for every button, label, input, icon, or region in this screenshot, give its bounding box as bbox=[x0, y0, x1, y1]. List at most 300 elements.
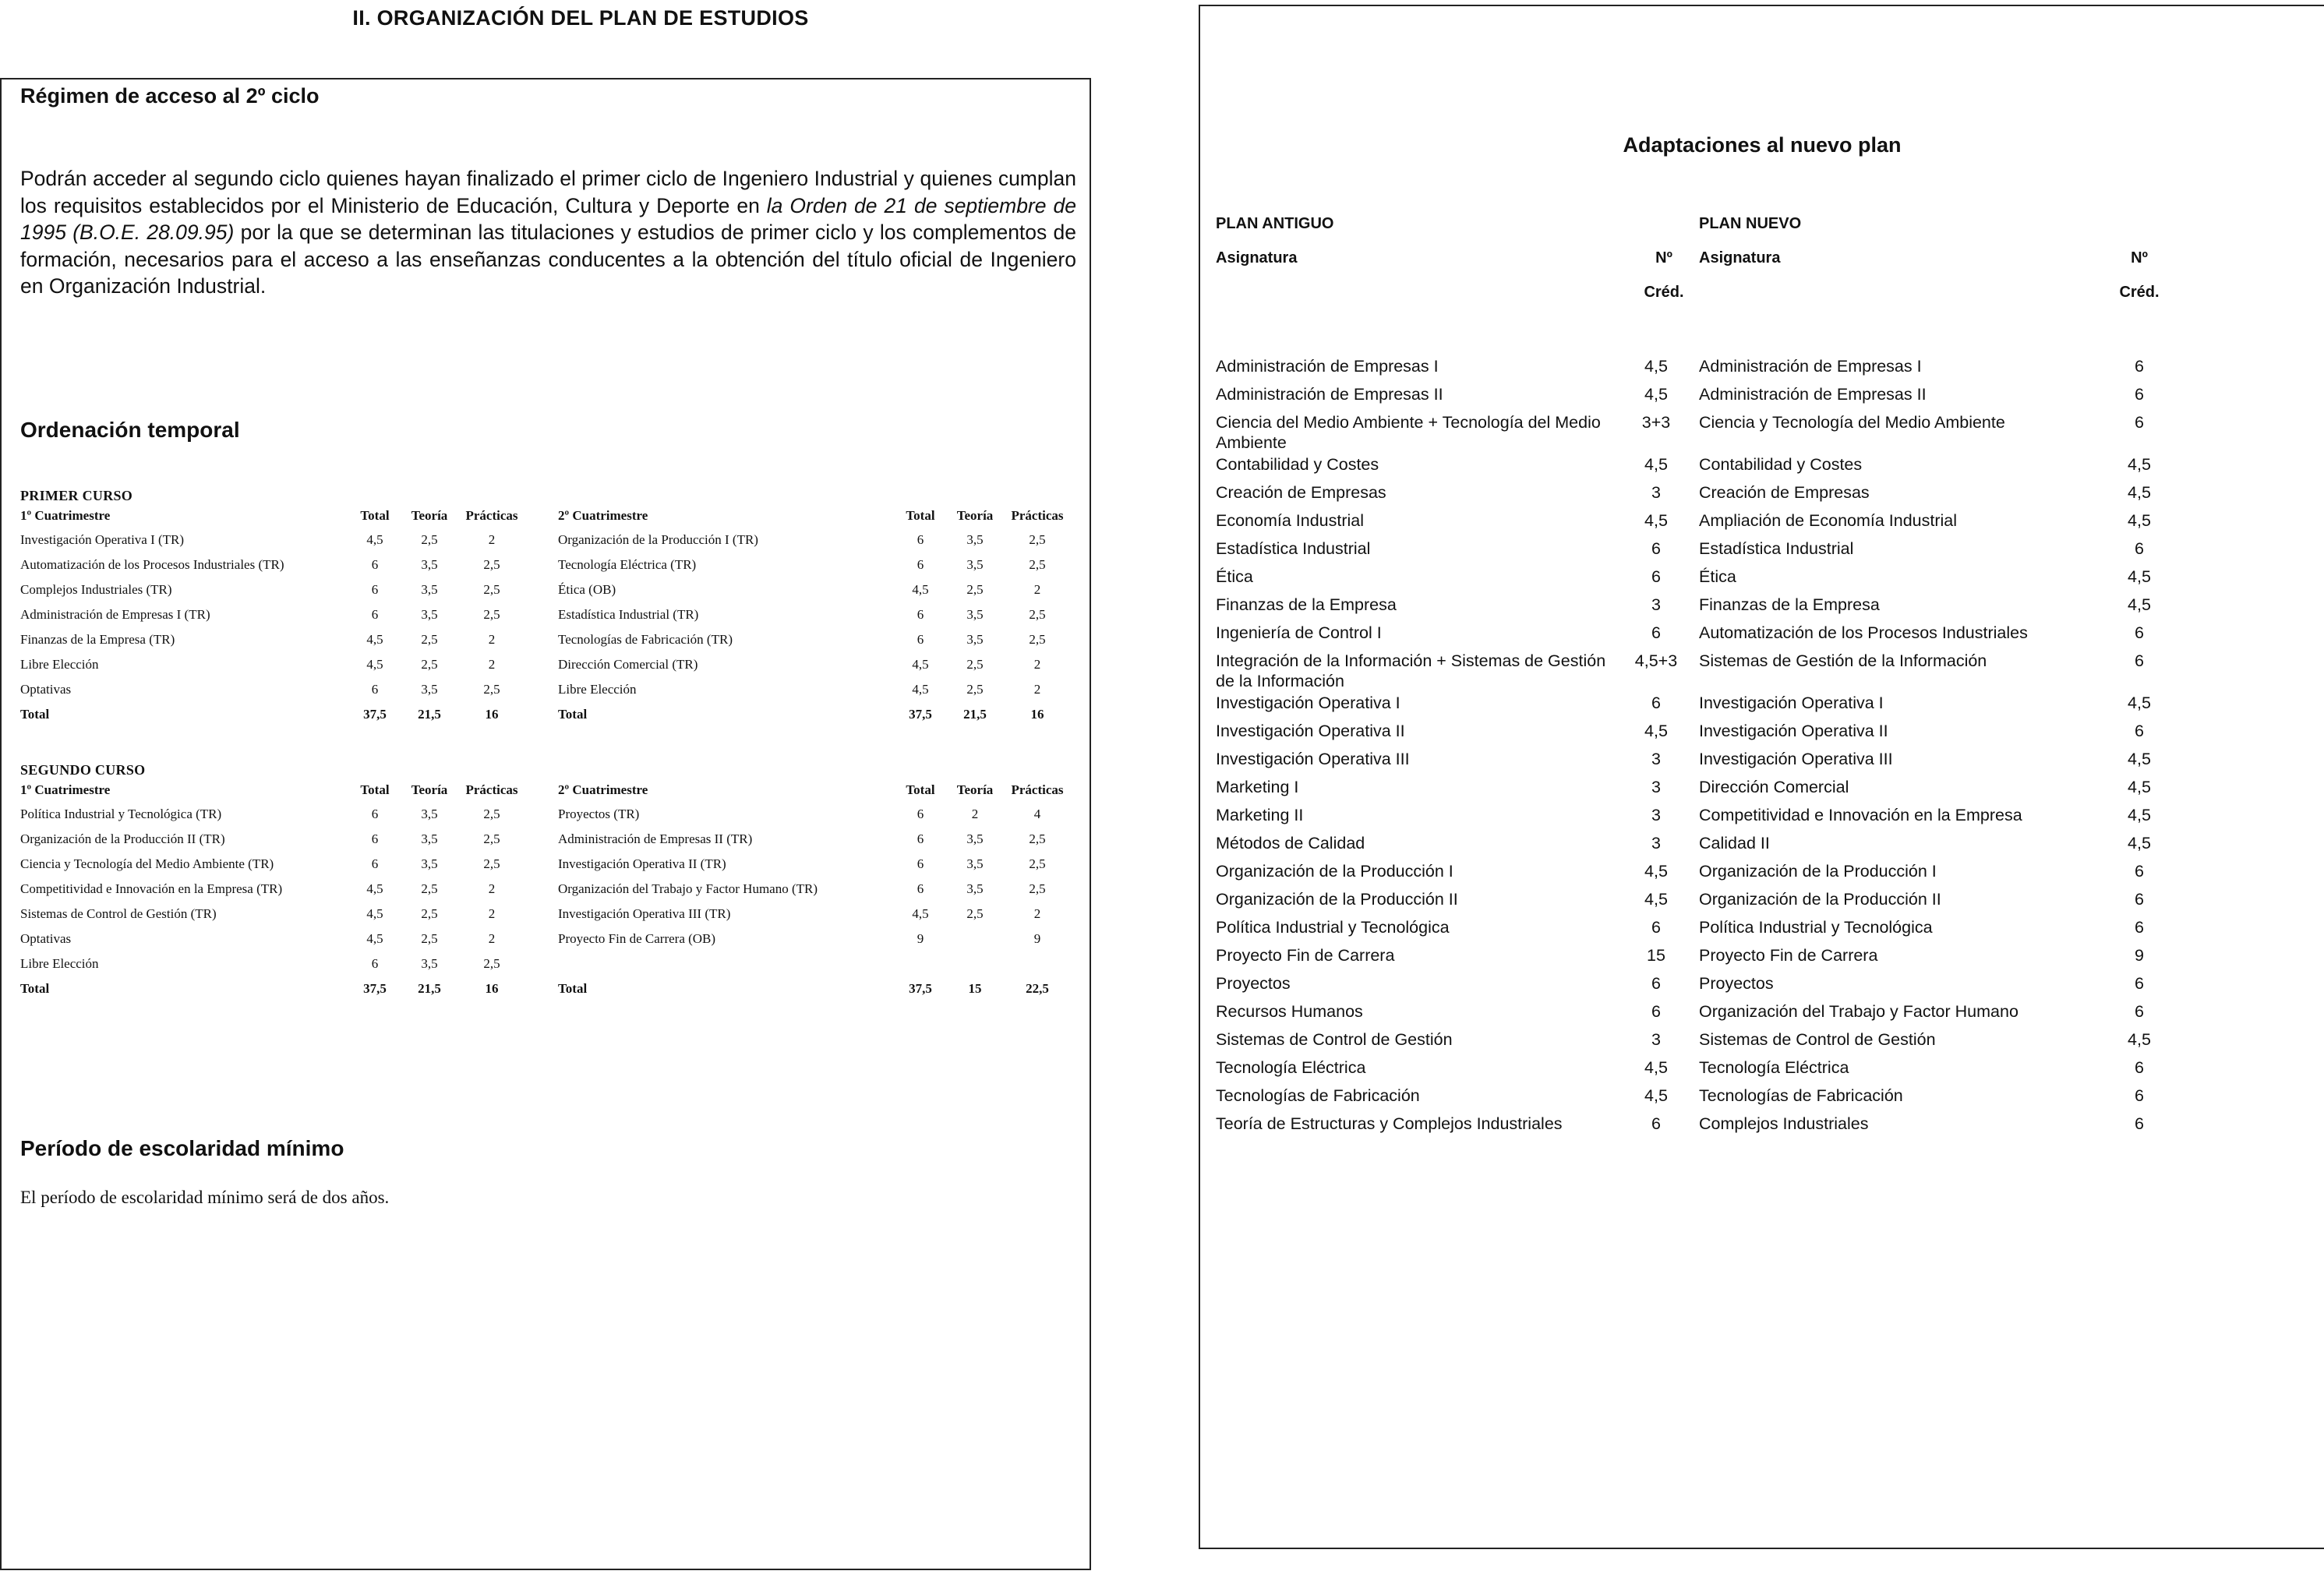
old-credits: 4,5 bbox=[1644, 862, 1668, 881]
old-credits: 6 bbox=[1651, 918, 1661, 937]
adaptation-row bbox=[1216, 1114, 2174, 1156]
subject-practicas: 2,5 bbox=[1029, 557, 1046, 572]
old-subject: Administración de Empresas II bbox=[1216, 385, 1443, 404]
semester-label: 1º Cuatrimestre bbox=[20, 782, 111, 797]
old-subject: Ingeniería de Control I bbox=[1216, 623, 1382, 642]
subject-teoria: 2,5 bbox=[966, 682, 984, 697]
subject-total: 4,5 bbox=[912, 682, 929, 697]
adaptation-row bbox=[1216, 651, 2174, 693]
old-credits: 6 bbox=[1651, 1114, 1661, 1133]
new-credits: 9 bbox=[2135, 946, 2144, 965]
new-subject: Sistemas de Control de Gestión bbox=[1699, 1030, 1936, 1049]
col-practicas-header: Prácticas bbox=[1011, 508, 1064, 523]
old-credits: 4,5 bbox=[1644, 1086, 1668, 1105]
adaptation-row bbox=[1216, 356, 2174, 384]
old-credits: 3 bbox=[1651, 806, 1661, 824]
old-subject: Investigación Operativa III bbox=[1216, 750, 1410, 768]
new-subject: Sistemas de Gestión de la Información bbox=[1699, 651, 1987, 670]
left-page-frame bbox=[0, 78, 1091, 1570]
subject-total: 4,5 bbox=[366, 632, 383, 647]
adaptation-row bbox=[1216, 833, 2174, 861]
new-credits: 6 bbox=[2135, 1114, 2144, 1133]
subject-total: 4,5 bbox=[366, 881, 383, 896]
new-credits: 6 bbox=[2135, 1086, 2144, 1105]
adaptation-row bbox=[1216, 1029, 2174, 1057]
subject-name: Organización de la Producción I (TR) bbox=[558, 532, 758, 547]
ordenacion-heading: Ordenación temporal bbox=[20, 418, 240, 442]
old-subject: Sistemas de Control de Gestión bbox=[1216, 1030, 1453, 1049]
old-credits: 6 bbox=[1651, 974, 1661, 993]
subject-total: 4,5 bbox=[912, 906, 929, 921]
col-total-header: Total bbox=[906, 508, 935, 523]
subject-teoria: 3,5 bbox=[966, 607, 984, 622]
col-total-header: Total bbox=[360, 782, 390, 797]
new-credits: 4,5 bbox=[2128, 483, 2151, 502]
subject-teoria: 3,5 bbox=[966, 557, 984, 572]
old-subject: Administración de Empresas I bbox=[1216, 357, 1439, 376]
old-subject: Investigación Operativa I bbox=[1216, 694, 1400, 712]
new-subject: Calidad II bbox=[1699, 834, 1770, 853]
new-subject: Ética bbox=[1699, 567, 1736, 586]
subject-teoria: 3,5 bbox=[966, 881, 984, 896]
adaptations-table bbox=[1216, 356, 2174, 1156]
subject-name: Optativas bbox=[20, 682, 72, 697]
subject-teoria: 2,5 bbox=[421, 931, 438, 946]
subject-teoria: 3,5 bbox=[421, 956, 438, 971]
new-credits: 6 bbox=[2135, 413, 2144, 432]
adaptation-row bbox=[1216, 454, 2174, 482]
semester-label: 1º Cuatrimestre bbox=[20, 508, 111, 523]
old-subject: Creación de Empresas bbox=[1216, 483, 1386, 502]
subject-practicas: 2 bbox=[1033, 657, 1041, 672]
new-subject: Automatización de los Procesos Industriales bbox=[1699, 623, 2028, 642]
subject-practicas: 4 bbox=[1033, 807, 1041, 821]
semester-label: 2º Cuatrimestre bbox=[558, 508, 648, 523]
subject-practicas: 16 bbox=[485, 981, 499, 996]
old-subject: Tecnologías de Fabricación bbox=[1216, 1086, 1420, 1105]
old-subject: Organización de la Producción II bbox=[1216, 890, 1458, 909]
new-credits: 4,5 bbox=[2128, 806, 2151, 824]
new-subject: Ampliación de Economía Industrial bbox=[1699, 511, 1958, 530]
old-number-header: Nº bbox=[1655, 249, 1672, 267]
new-credits: 6 bbox=[2135, 918, 2144, 937]
subject-practicas: 2,5 bbox=[483, 557, 500, 572]
subject-total: 4,5 bbox=[912, 657, 929, 672]
old-credits: 6 bbox=[1651, 694, 1661, 712]
subject-name: Ciencia y Tecnología del Medio Ambiente (TR) bbox=[20, 856, 274, 871]
adaptation-row bbox=[1216, 384, 2174, 412]
old-subject: Ética bbox=[1216, 567, 1253, 586]
new-subject: Proyectos bbox=[1699, 974, 1774, 993]
subject-practicas: 2,5 bbox=[483, 607, 500, 622]
access-heading: Régimen de acceso al 2º ciclo bbox=[20, 84, 320, 108]
subject-practicas: 9 bbox=[1033, 931, 1041, 946]
adaptation-row bbox=[1216, 1085, 2174, 1114]
subject-practicas: 22,5 bbox=[1026, 981, 1049, 996]
subject-teoria: 3,5 bbox=[421, 607, 438, 622]
subject-teoria: 21,5 bbox=[418, 707, 441, 722]
subject-teoria: 2,5 bbox=[421, 657, 438, 672]
adaptation-row bbox=[1216, 412, 2174, 454]
adaptation-row bbox=[1216, 945, 2174, 973]
first-year-table bbox=[20, 488, 1080, 727]
subject-teoria: 3,5 bbox=[421, 557, 438, 572]
new-number-header: Nº bbox=[2131, 249, 2148, 267]
old-credits: 6 bbox=[1651, 1002, 1661, 1021]
col-teoria-header: Teoría bbox=[411, 782, 448, 797]
col-practicas-header: Prácticas bbox=[465, 782, 518, 797]
new-credits: 4,5 bbox=[2128, 455, 2151, 474]
adaptation-row bbox=[1216, 889, 2174, 917]
subject-total: 6 bbox=[371, 831, 379, 846]
subject-name: Ética (OB) bbox=[558, 582, 616, 597]
old-subject: Organización de la Producción I bbox=[1216, 862, 1453, 881]
subject-total: 6 bbox=[371, 582, 379, 597]
new-subject: Organización de la Producción II bbox=[1699, 890, 1941, 909]
subject-teoria: 3,5 bbox=[966, 532, 984, 547]
old-credits-header: Créd. bbox=[1644, 284, 1684, 301]
new-credits: 6 bbox=[2135, 862, 2144, 881]
old-plan-heading: PLAN ANTIGUO bbox=[1216, 215, 1334, 232]
new-subject-header: Asignatura bbox=[1699, 249, 1781, 267]
new-subject: Organización de la Producción I bbox=[1699, 862, 1937, 881]
subject-total: 6 bbox=[917, 632, 924, 647]
subject-practicas: 16 bbox=[1030, 707, 1044, 722]
subject-teoria: 3,5 bbox=[966, 856, 984, 871]
subject-practicas: 2 bbox=[488, 657, 496, 672]
subject-practicas: 2,5 bbox=[483, 807, 500, 821]
subject-name: Dirección Comercial (TR) bbox=[558, 657, 698, 672]
subject-teoria: 2,5 bbox=[966, 906, 984, 921]
subject-name: Finanzas de la Empresa (TR) bbox=[20, 632, 175, 647]
period-heading: Período de escolaridad mínimo bbox=[20, 1136, 344, 1160]
access-paragraph bbox=[20, 165, 1076, 300]
old-subject: Teoría de Estructuras y Complejos Industriales bbox=[1216, 1114, 1563, 1133]
old-credits: 4,5 bbox=[1644, 511, 1668, 530]
old-credits: 4,5 bbox=[1644, 357, 1668, 376]
subject-name bbox=[558, 951, 893, 976]
adaptation-row bbox=[1216, 482, 2174, 510]
col-teoria-header: Teoría bbox=[956, 508, 994, 523]
old-credits: 3 bbox=[1651, 834, 1661, 853]
col-total-header: Total bbox=[906, 782, 935, 797]
new-credits: 6 bbox=[2135, 974, 2144, 993]
subject-name: Libre Elección bbox=[558, 682, 637, 697]
old-credits: 4,5 bbox=[1644, 722, 1668, 740]
subject-total: 4,5 bbox=[912, 582, 929, 597]
new-subject: Creación de Empresas bbox=[1699, 483, 1870, 502]
subject-practicas: 2,5 bbox=[483, 682, 500, 697]
old-credits: 15 bbox=[1647, 946, 1665, 965]
subject-name: Investigación Operativa I (TR) bbox=[20, 532, 185, 547]
new-credits: 6 bbox=[2135, 1002, 2144, 1021]
subject-name: Investigación Operativa III (TR) bbox=[558, 906, 731, 921]
old-credits: 3 bbox=[1651, 750, 1661, 768]
subject-name: Tecnología Eléctrica (TR) bbox=[558, 557, 697, 572]
course-title: SEGUNDO CURSO bbox=[20, 762, 146, 778]
adaptation-row bbox=[1216, 567, 2174, 595]
new-subject: Ciencia y Tecnología del Medio Ambiente bbox=[1699, 413, 2005, 432]
col-total-header: Total bbox=[360, 508, 390, 523]
subject-practicas: 2,5 bbox=[1029, 881, 1046, 896]
old-subject: Estadística Industrial bbox=[1216, 539, 1371, 558]
subject-practicas: 2 bbox=[488, 632, 496, 647]
subject-total: 37,5 bbox=[909, 707, 932, 722]
course-semesters bbox=[20, 504, 1080, 727]
subject-name: Administración de Empresas II (TR) bbox=[558, 831, 753, 846]
subject-total: 9 bbox=[917, 931, 924, 946]
new-plan-heading: PLAN NUEVO bbox=[1699, 215, 1802, 232]
subject-name: Total bbox=[20, 707, 50, 722]
new-subject: Investigación Operativa III bbox=[1699, 750, 1893, 768]
semester-2-grid bbox=[558, 504, 1072, 727]
subject-practicas: 2,5 bbox=[483, 582, 500, 597]
subject-practicas bbox=[1002, 951, 1072, 976]
new-subject: Finanzas de la Empresa bbox=[1699, 595, 1880, 614]
old-credits: 3 bbox=[1651, 483, 1661, 502]
subject-total: 4,5 bbox=[366, 931, 383, 946]
subject-teoria: 2,5 bbox=[966, 657, 984, 672]
old-credits: 3 bbox=[1651, 1030, 1661, 1049]
adaptation-row bbox=[1216, 861, 2174, 889]
subject-practicas: 2 bbox=[1033, 582, 1041, 597]
subject-teoria: 3,5 bbox=[421, 582, 438, 597]
subject-practicas: 2 bbox=[1033, 906, 1041, 921]
subject-total: 37,5 bbox=[363, 707, 387, 722]
old-subject: Economía Industrial bbox=[1216, 511, 1365, 530]
subject-practicas: 2 bbox=[488, 532, 496, 547]
subject-practicas: 2 bbox=[488, 881, 496, 896]
subject-total: 6 bbox=[371, 557, 379, 572]
subject-name: Proyecto Fin de Carrera (OB) bbox=[558, 931, 716, 946]
new-credits: 4,5 bbox=[2128, 694, 2151, 712]
subject-practicas: 2 bbox=[488, 906, 496, 921]
new-credits: 4,5 bbox=[2128, 834, 2151, 853]
new-subject: Complejos Industriales bbox=[1699, 1114, 1869, 1133]
new-subject: Proyecto Fin de Carrera bbox=[1699, 946, 1878, 965]
adaptation-row bbox=[1216, 749, 2174, 777]
subject-name: Optativas bbox=[20, 931, 72, 946]
subject-total: 4,5 bbox=[366, 906, 383, 921]
new-subject: Investigación Operativa I bbox=[1699, 694, 1884, 712]
old-subject: Marketing I bbox=[1216, 778, 1299, 796]
col-teoria-header: Teoría bbox=[956, 782, 994, 797]
new-credits: 4,5 bbox=[2128, 595, 2151, 614]
subject-total bbox=[893, 951, 948, 976]
adaptation-row bbox=[1216, 623, 2174, 651]
new-subject: Tecnología Eléctrica bbox=[1699, 1058, 1849, 1077]
subject-total: 6 bbox=[371, 956, 379, 971]
old-subject-header: Asignatura bbox=[1216, 249, 1298, 267]
new-credits: 4,5 bbox=[2128, 778, 2151, 796]
adaptation-row bbox=[1216, 1057, 2174, 1085]
old-credits: 4,5 bbox=[1644, 890, 1668, 909]
subject-teoria: 3,5 bbox=[966, 831, 984, 846]
new-credits: 6 bbox=[2135, 623, 2144, 642]
adaptation-row bbox=[1216, 693, 2174, 721]
subject-total: 37,5 bbox=[909, 981, 932, 996]
new-credits: 6 bbox=[2135, 1058, 2144, 1077]
old-credits: 6 bbox=[1651, 623, 1661, 642]
subject-total: 4,5 bbox=[366, 657, 383, 672]
subject-total: 6 bbox=[371, 856, 379, 871]
subject-teoria: 15 bbox=[968, 981, 982, 996]
old-credits: 4,5+3 bbox=[1634, 651, 1678, 670]
subject-name: Libre Elección bbox=[20, 956, 99, 971]
subject-total: 6 bbox=[371, 807, 379, 821]
old-subject: Proyecto Fin de Carrera bbox=[1216, 946, 1395, 965]
subject-total: 6 bbox=[917, 831, 924, 846]
subject-teoria: 2 bbox=[971, 807, 979, 821]
subject-practicas: 2,5 bbox=[1029, 532, 1046, 547]
semester-1-grid bbox=[20, 778, 527, 1001]
new-credits: 6 bbox=[2135, 722, 2144, 740]
new-subject: Organización del Trabajo y Factor Humano bbox=[1699, 1002, 2018, 1021]
new-subject: Competitividad e Innovación en la Empresa bbox=[1699, 806, 2022, 824]
subject-total: 6 bbox=[917, 607, 924, 622]
new-credits: 4,5 bbox=[2128, 1030, 2151, 1049]
adaptations-title: Adaptaciones al nuevo plan bbox=[1623, 133, 1902, 157]
new-credits-header: Créd. bbox=[2119, 284, 2160, 301]
second-year-table bbox=[20, 762, 1080, 1001]
subject-name: Tecnologías de Fabricación (TR) bbox=[558, 632, 733, 647]
subject-practicas: 2,5 bbox=[1029, 856, 1046, 871]
subject-name: Estadística Industrial (TR) bbox=[558, 607, 699, 622]
subject-name: Automatización de los Procesos Industriales (TR) bbox=[20, 557, 284, 572]
old-credits: 4,5 bbox=[1644, 1058, 1668, 1077]
subject-teoria: 2,5 bbox=[421, 632, 438, 647]
subject-teoria: 21,5 bbox=[963, 707, 987, 722]
new-subject: Administración de Empresas II bbox=[1699, 385, 1927, 404]
subject-total: 4,5 bbox=[366, 532, 383, 547]
semester-1-grid bbox=[20, 504, 527, 727]
access-text-part-2: por la que se determinan las titulaciones y estudios de primer ciclo y los complementos de formación, necesarios para el acceso a las enseñanzas conducentes a la obtención del título oficial de Ingeniero en Organización Industrial. bbox=[20, 221, 1077, 298]
old-subject: Investigación Operativa II bbox=[1216, 722, 1405, 740]
subject-total: 6 bbox=[371, 682, 379, 697]
course-title: PRIMER CURSO bbox=[20, 488, 133, 503]
col-practicas-header: Prácticas bbox=[1011, 782, 1064, 797]
subject-name: Investigación Operativa II (TR) bbox=[558, 856, 726, 871]
old-credits: 4,5 bbox=[1644, 455, 1668, 474]
new-credits: 6 bbox=[2135, 539, 2144, 558]
old-subject: Métodos de Calidad bbox=[1216, 834, 1365, 853]
subject-name: Total bbox=[558, 981, 588, 996]
adaptation-row bbox=[1216, 510, 2174, 538]
new-subject: Dirección Comercial bbox=[1699, 778, 1849, 796]
subject-total: 6 bbox=[917, 807, 924, 821]
old-credits: 3 bbox=[1651, 778, 1661, 796]
page-title: II. ORGANIZACIÓN DEL PLAN DE ESTUDIOS bbox=[352, 6, 809, 30]
subject-name: Política Industrial y Tecnológica (TR) bbox=[20, 807, 222, 821]
subject-name: Proyectos (TR) bbox=[558, 807, 640, 821]
right-page-frame bbox=[1199, 5, 2324, 1549]
subject-name: Total bbox=[558, 707, 588, 722]
new-subject: Administración de Empresas I bbox=[1699, 357, 1922, 376]
new-credits: 6 bbox=[2135, 890, 2144, 909]
new-subject: Estadística Industrial bbox=[1699, 539, 1854, 558]
old-subject: Contabilidad y Costes bbox=[1216, 455, 1379, 474]
old-credits: 3 bbox=[1651, 595, 1661, 614]
subject-total: 6 bbox=[371, 607, 379, 622]
subject-teoria bbox=[948, 951, 1002, 976]
old-credits: 4,5 bbox=[1644, 385, 1668, 404]
adaptation-row bbox=[1216, 805, 2174, 833]
subject-name: Total bbox=[20, 981, 50, 996]
subject-total: 6 bbox=[917, 557, 924, 572]
old-subject: Proyectos bbox=[1216, 974, 1291, 993]
adaptation-row bbox=[1216, 595, 2174, 623]
access-text-reference: la Orden de 21 de septiembre de 1995 (B.O.E. 28.09.95) bbox=[20, 193, 1076, 244]
subject-practicas: 2,5 bbox=[1029, 831, 1046, 846]
subject-teoria bbox=[948, 927, 1002, 951]
subject-practicas: 2,5 bbox=[1029, 632, 1046, 647]
subject-teoria: 3,5 bbox=[421, 807, 438, 821]
subject-name: Libre Elección bbox=[20, 657, 99, 672]
subject-teoria: 3,5 bbox=[421, 831, 438, 846]
old-credits: 6 bbox=[1651, 567, 1661, 586]
new-subject: Política Industrial y Tecnológica bbox=[1699, 918, 1933, 937]
subject-practicas: 2,5 bbox=[483, 856, 500, 871]
adaptation-row bbox=[1216, 538, 2174, 567]
new-subject: Tecnologías de Fabricación bbox=[1699, 1086, 1903, 1105]
subject-name: Organización de la Producción II (TR) bbox=[20, 831, 225, 846]
new-subject: Investigación Operativa II bbox=[1699, 722, 1888, 740]
new-credits: 4,5 bbox=[2128, 567, 2151, 586]
subject-total: 37,5 bbox=[363, 981, 387, 996]
access-text-part-1: Podrán acceder al segundo ciclo quienes hayan finalizado el primer ciclo de Ingeniero Industrial y quienes cumplan los requisitos establecidos por el Ministerio de Educación, Cultura y Deporte en bbox=[20, 167, 1076, 217]
subject-practicas: 2,5 bbox=[483, 831, 500, 846]
new-credits: 6 bbox=[2135, 385, 2144, 404]
subject-name: Sistemas de Control de Gestión (TR) bbox=[20, 906, 217, 921]
subject-name: Complejos Industriales (TR) bbox=[20, 582, 172, 597]
course-semesters bbox=[20, 778, 1080, 1001]
subject-teoria: 2,5 bbox=[421, 906, 438, 921]
subject-teoria: 3,5 bbox=[966, 632, 984, 647]
old-subject: Marketing II bbox=[1216, 806, 1304, 824]
subject-total: 6 bbox=[917, 856, 924, 871]
new-subject: Contabilidad y Costes bbox=[1699, 455, 1863, 474]
subject-practicas: 2,5 bbox=[1029, 607, 1046, 622]
subject-teoria: 21,5 bbox=[418, 981, 441, 996]
old-subject: Recursos Humanos bbox=[1216, 1002, 1363, 1021]
subject-name: Competitividad e Innovación en la Empresa (TR) bbox=[20, 881, 283, 896]
old-subject: Tecnología Eléctrica bbox=[1216, 1058, 1366, 1077]
period-text: El período de escolaridad mínimo será de dos años. bbox=[20, 1188, 390, 1207]
new-credits: 6 bbox=[2135, 357, 2144, 376]
adaptation-row bbox=[1216, 917, 2174, 945]
subject-total: 6 bbox=[917, 532, 924, 547]
subject-teoria: 2,5 bbox=[421, 881, 438, 896]
subject-teoria: 2,5 bbox=[966, 582, 984, 597]
old-subject: Finanzas de la Empresa bbox=[1216, 595, 1397, 614]
adaptation-row bbox=[1216, 973, 2174, 1001]
old-subject: Política Industrial y Tecnológica bbox=[1216, 918, 1450, 937]
new-credits: 4,5 bbox=[2128, 750, 2151, 768]
subject-total: 6 bbox=[917, 881, 924, 896]
subject-practicas: 16 bbox=[485, 707, 499, 722]
subject-name: Administración de Empresas I (TR) bbox=[20, 607, 210, 622]
new-credits: 4,5 bbox=[2128, 511, 2151, 530]
col-teoria-header: Teoría bbox=[411, 508, 448, 523]
subject-practicas: 2 bbox=[488, 931, 496, 946]
semester-label: 2º Cuatrimestre bbox=[558, 782, 648, 797]
subject-practicas: 2,5 bbox=[483, 956, 500, 971]
adaptation-row bbox=[1216, 1001, 2174, 1029]
old-subject: Integración de la Información + Sistemas de Gestión de la Información bbox=[1216, 651, 1606, 690]
old-credits: 6 bbox=[1651, 539, 1661, 558]
col-practicas-header: Prácticas bbox=[465, 508, 518, 523]
adaptation-row bbox=[1216, 777, 2174, 805]
